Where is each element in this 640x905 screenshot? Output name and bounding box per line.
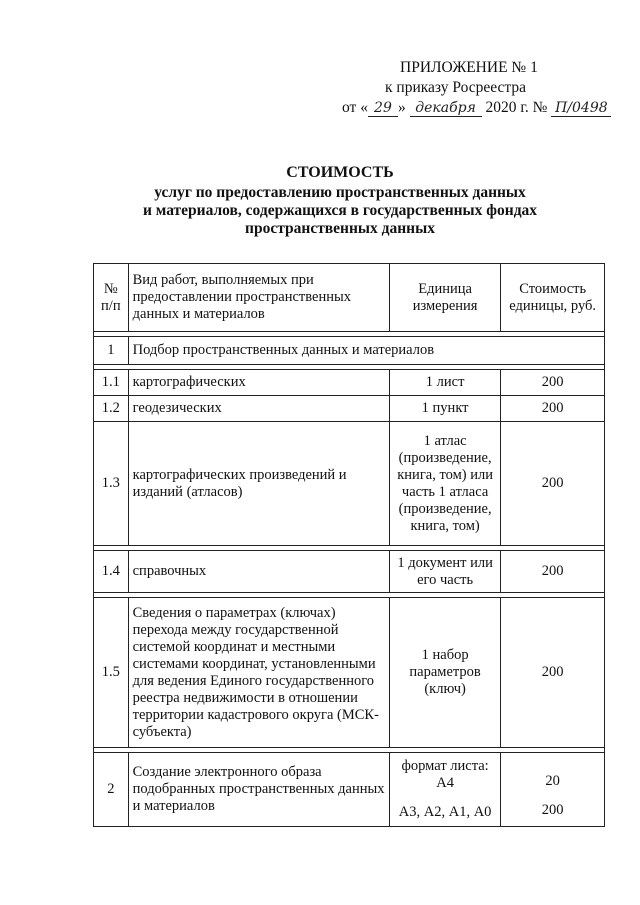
- table-row: [94, 370, 605, 396]
- row-cost: 200: [501, 551, 605, 593]
- row-num: 1.2: [94, 396, 129, 422]
- table-row: [94, 422, 605, 546]
- row-unit-a4: формат листа: А4: [401, 758, 489, 791]
- header-cost: Стоимость единицы, руб.: [501, 264, 605, 332]
- appendix-date-line: [342, 98, 611, 117]
- title-main: СТОИМОСТЬ: [286, 164, 394, 181]
- table-row: [94, 337, 605, 365]
- row-cost-group: [501, 753, 605, 827]
- price-table: [93, 263, 605, 827]
- row-work: справочных: [128, 551, 389, 593]
- title-line-3: и материалов, содержащихся в государственных фондах: [142, 202, 538, 219]
- row-cost: 200: [501, 598, 605, 748]
- row-num: 1.5: [94, 598, 129, 748]
- appendix-order-ref: к приказу Росреестра: [385, 79, 526, 96]
- header-num: № п/п: [94, 264, 129, 332]
- order-number: П/0498: [551, 100, 611, 117]
- row-work: геодезических: [128, 396, 389, 422]
- title-line-4: пространственных данных: [245, 220, 435, 237]
- row-num: 2: [94, 753, 129, 827]
- row-work: Создание электронного образа подобранных пространственных данных и материалов: [128, 753, 389, 827]
- row-cost: 200: [501, 396, 605, 422]
- row-cost-a4: 20: [545, 772, 560, 789]
- title-line-2: услуг по предоставлению пространственных данных: [154, 184, 526, 201]
- date-year: 2020 г. №: [485, 99, 548, 116]
- row-unit-large: А3, А2, А1, А0: [398, 804, 492, 820]
- row-unit-group: [389, 753, 501, 827]
- date-month: декабря: [410, 100, 482, 117]
- table-row: [94, 598, 605, 748]
- header-work: Вид работ, выполняемых при предоставлении пространственных данных и материалов: [128, 264, 389, 332]
- row-unit: 1 лист: [389, 370, 501, 396]
- row-unit: 1 набор параметров (ключ): [389, 598, 501, 748]
- date-prefix: от «: [342, 99, 368, 116]
- row-num: 1.4: [94, 551, 129, 593]
- row-work: Сведения о параметрах (ключах) перехода между государственной системой координат и местными системами координат, установленными для ведения Единого государственного реестра недвижимости в отношении территории кадастрового округа (МСК-субъекта): [128, 598, 389, 748]
- row-cost: 200: [501, 422, 605, 546]
- row-num: 1.1: [94, 370, 129, 396]
- document-title: [40, 164, 640, 238]
- row-unit: 1 пункт: [389, 396, 501, 422]
- row-unit: 1 документ или его часть: [389, 551, 501, 593]
- table-row: [94, 396, 605, 422]
- header-unit: Единица измерения: [389, 264, 501, 332]
- row-unit: 1 атлас (произведение, книга, том) или часть 1 атласа (произведение, книга, том): [389, 422, 501, 546]
- table-header-row: [94, 264, 605, 332]
- row-cost-large: 200: [541, 801, 564, 818]
- table-row: [94, 551, 605, 593]
- row-work: Подбор пространственных данных и материалов: [128, 337, 604, 365]
- row-work: картографических: [128, 370, 389, 396]
- row-work: картографических произведений и изданий (атласов): [128, 422, 389, 546]
- row-num: 1.3: [94, 422, 129, 546]
- table-row: [94, 753, 605, 827]
- row-num: 1: [94, 337, 129, 365]
- appendix-title: ПРИЛОЖЕНИЕ № 1: [400, 59, 538, 76]
- date-close-quote: »: [397, 99, 406, 116]
- date-day: 29: [368, 100, 398, 117]
- row-cost: 200: [501, 370, 605, 396]
